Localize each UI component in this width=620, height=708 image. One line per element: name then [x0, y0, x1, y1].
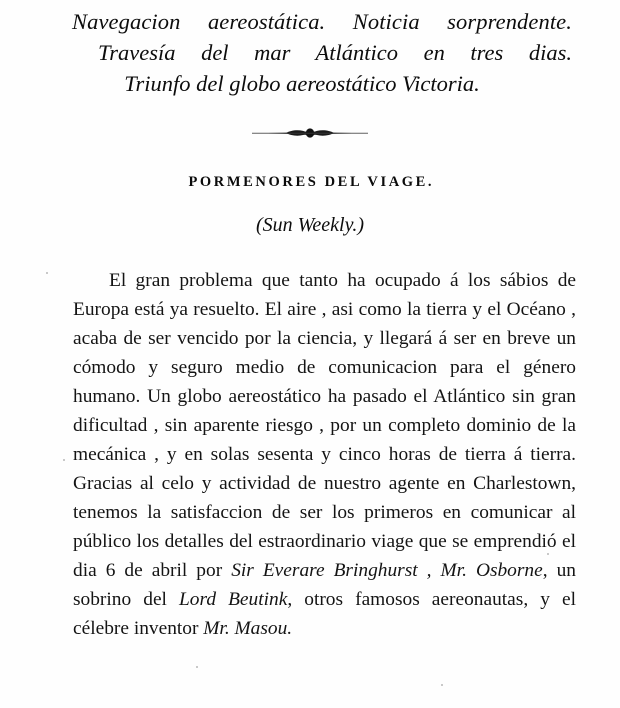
scan-speck — [441, 684, 443, 686]
source-attribution: (Sun Weekly.) — [255, 214, 365, 236]
scan-speck — [547, 553, 549, 555]
headline-line-1: Navegacion aereostática. Noticia sorprendente. — [72, 9, 572, 34]
body-text-column — [73, 266, 576, 643]
headline-block — [72, 6, 572, 99]
scan-speck — [46, 272, 48, 274]
italic-proper-name: Sir Everare Bringhurst , Mr. Osborne — [231, 560, 543, 581]
body-paragraph: El gran problema que tanto ha ocupado á los sábios de Europa está ya resuelto. El aire , asi como la tierra y el Océano , acaba de ser vencido por la ciencia, y llegará á ser en breve un cómodo y seguro medio de comunicacion para el género humano. Un globo aereostático ha pasado el Atlántico sin gran dificultad , sin aparente riesgo , por un completo dominio de la mecánica , y en solas sesenta y cinco horas de tierra á tierra. Gracias al celo y actividad de nuestro agente en Charlestown, tenemos la satisfaccion de ser los primeros en comunicar al público los detalles del estraordinario viage que se emprendió el dia 6 de abril por Sir Everare Bringhurst , Mr. Osborne, un sobrino del Lord Beutink, otros famosos aereonautas, y el célebre inventor Mr. Masou. — [73, 270, 577, 639]
headline-line-3: Triunfo del globo aereostático Victoria. — [124, 71, 480, 96]
italic-proper-name: Mr. Masou. — [203, 618, 293, 639]
headline-line-2: Travesía del mar Atlántico en tres dias. — [98, 40, 572, 65]
scan-speck — [196, 666, 198, 668]
scan-speck — [63, 459, 65, 461]
section-heading: PORMENORES DEL VIAGE. — [188, 174, 435, 190]
italic-proper-name: Lord Beutink — [179, 589, 288, 610]
fleuron-divider-icon — [0, 126, 620, 140]
